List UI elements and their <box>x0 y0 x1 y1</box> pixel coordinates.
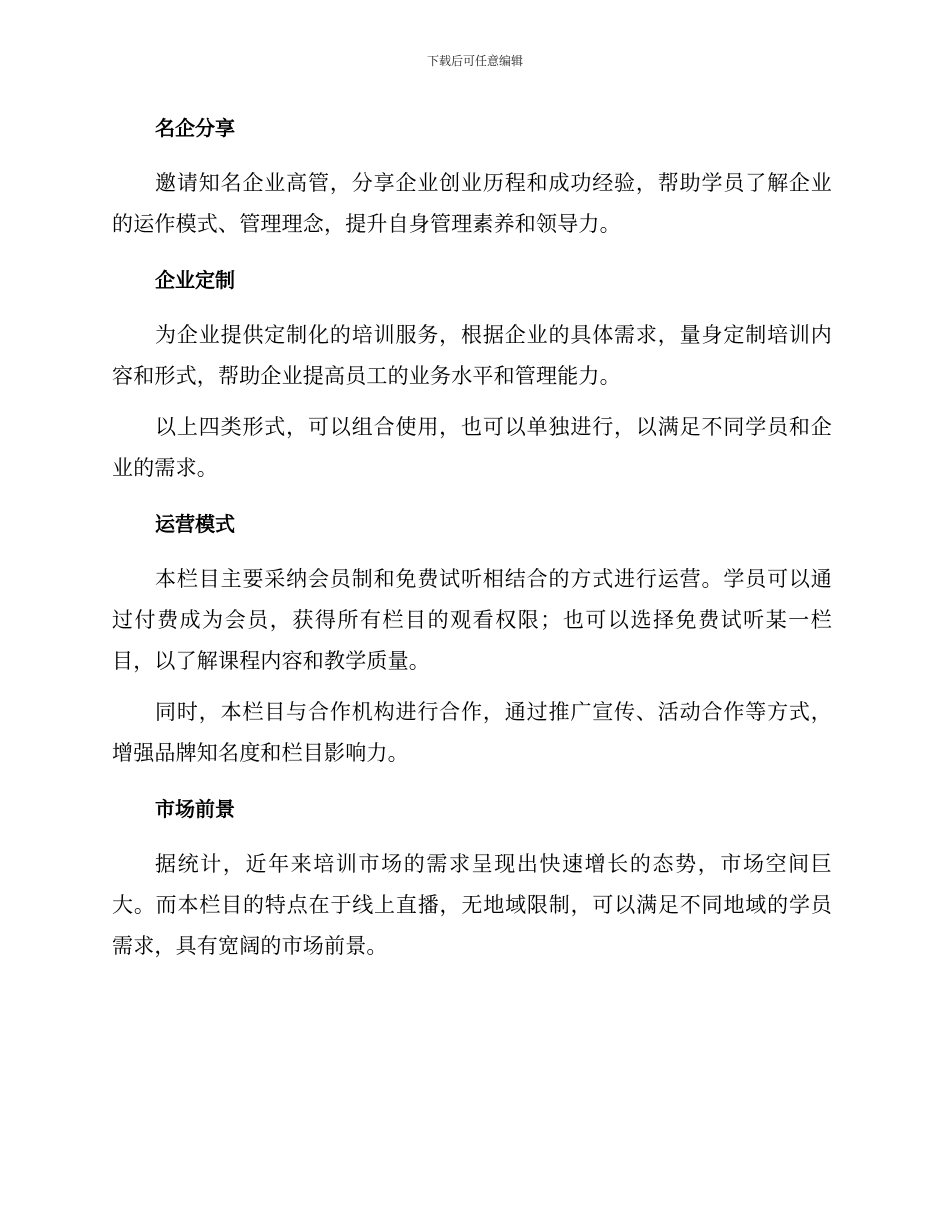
document-body <box>112 108 832 967</box>
paragraph: 以上四类形式，可以组合使用，也可以单独进行，以满足不同学员和企业的需求。 <box>112 415 832 480</box>
section-heading-yunying-moshi: 运营模式 <box>155 512 235 536</box>
section-heading-mingqi: 名企分享 <box>155 116 235 140</box>
paragraph: 同时，本栏目与合作机构进行合作，通过推广宣传、活动合作等方式，增强品牌知名度和栏目影响力。 <box>112 700 832 765</box>
paragraph: 据统计，近年来培训市场的需求呈现出快速增长的态势，市场空间巨大。而本栏目的特点在于线上直播，无地域限制，可以满足不同地域的学员需求，具有宽阔的市场前景。 <box>112 852 832 958</box>
paragraph: 为企业提供定制化的培训服务，根据企业的具体需求，量身定制培训内容和形式，帮助企业提高员工的业务水平和管理能力。 <box>112 323 832 388</box>
section-heading-qiye-dingzhi: 企业定制 <box>155 268 235 292</box>
section-heading-shichang-qianjing: 市场前景 <box>155 797 235 821</box>
paragraph: 本栏目主要采纳会员制和免费试听相结合的方式进行运营。学员可以通过付费成为会员，获得所有栏目的观看权限；也可以选择免费试听某一栏目，以了解课程内容和教学质量。 <box>112 567 832 673</box>
paragraph: 邀请知名企业高管，分享企业创业历程和成功经验，帮助学员了解企业的运作模式、管理理念，提升自身管理素养和领导力。 <box>112 171 832 236</box>
page-header: 下载后可任意编辑 <box>426 54 523 68</box>
